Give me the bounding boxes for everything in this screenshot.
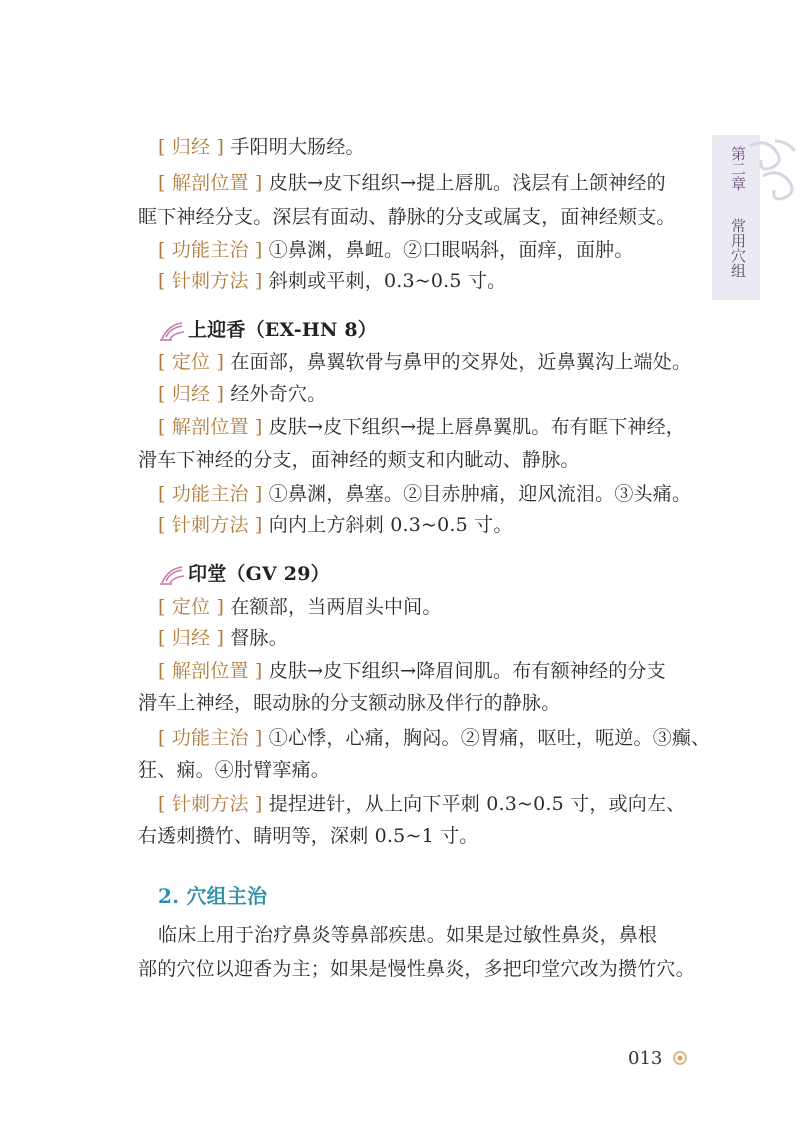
field-tag: [ 功能主治 ] [158, 239, 263, 261]
field-text: 在额部，当两眉头中间。 [224, 596, 442, 618]
circle-dot-icon [673, 1051, 687, 1065]
field-text: 提捏进针，从上向下平刺 0.3~0.5 寸，或向左、 [262, 793, 686, 815]
paragraph-line: 临床上用于治疗鼻炎等鼻部疾患。如果是过敏性鼻炎，鼻根 [158, 924, 658, 946]
text-line [158, 414, 685, 440]
field-text: ①心悸，心痛，胸闷。②胃痛，呕吐，呃逆。③癫、 [262, 727, 711, 749]
field-tag: [ 功能主治 ] [158, 727, 263, 749]
page-number: 013 [628, 1048, 663, 1069]
field-tag: [ 归经 ] [158, 136, 225, 158]
text-line [158, 237, 634, 263]
point-heading-text: 印堂（GV 29） [188, 563, 330, 585]
text-line [158, 594, 442, 620]
field-tag: [ 解剖位置 ] [158, 416, 263, 438]
field-tag: [ 功能主治 ] [158, 483, 263, 505]
field-tag: [ 针刺方法 ] [158, 514, 263, 536]
side-chapter-label: 第二章 [729, 146, 747, 191]
field-tag: [ 针刺方法 ] [158, 270, 263, 292]
text-line: 滑车上神经，眼动脉的分支额动脉及伴行的静脉。 [138, 692, 561, 714]
field-text: 斜刺或平刺，0.3~0.5 寸。 [262, 270, 507, 292]
text-line [158, 134, 365, 160]
field-tag: [ 解剖位置 ] [158, 172, 263, 194]
field-tag: [ 定位 ] [158, 351, 225, 373]
text-line: 滑车下神经的分支，面神经的颊支和内眦动、静脉。 [138, 449, 580, 471]
field-text: 手阳明大肠经。 [224, 136, 365, 158]
text-line [158, 658, 666, 684]
text-line: 眶下神经分支。深层有面动、静脉的分支或属支，面神经颊支。 [138, 206, 676, 228]
field-tag: [ 解剖位置 ] [158, 660, 263, 682]
field-text: 向内上方斜刺 0.3~0.5 寸。 [262, 514, 513, 536]
flower-icon [158, 563, 188, 585]
field-text: 皮肤→皮下组织→提上唇肌。浅层有上颌神经的 [262, 172, 666, 194]
text-line: 狂、痫。④肘臂挛痛。 [138, 759, 331, 781]
text-line [158, 268, 506, 294]
paragraph-line: 部的穴位以迎香为主；如果是慢性鼻炎，多把印堂穴改为攒竹穴。 [138, 958, 695, 980]
section-title: 2. 穴组主治 [158, 884, 268, 908]
point-heading-text: 上迎香（EX-HN 8） [188, 319, 377, 341]
text-line [158, 381, 326, 407]
field-tag: [ 归经 ] [158, 383, 225, 405]
text-line: 右透刺攒竹、睛明等，深刺 0.5~1 寸。 [138, 825, 479, 847]
text-line [158, 725, 710, 751]
text-line [158, 170, 666, 196]
field-text: 督脉。 [224, 627, 288, 649]
field-tag: [ 归经 ] [158, 627, 225, 649]
text-line [158, 349, 691, 375]
point-heading [158, 317, 377, 343]
field-text: 在面部，鼻翼软骨与鼻甲的交界处，近鼻翼沟上端处。 [224, 351, 692, 373]
swirl-ornament-icon [745, 136, 800, 206]
field-tag: [ 定位 ] [158, 596, 225, 618]
text-line [158, 791, 685, 817]
field-text: 皮肤→皮下组织→降眉间肌。布有额神经的分支 [262, 660, 666, 682]
side-chapter-name: 常用穴组 [729, 218, 747, 278]
field-text: 皮肤→皮下组织→提上唇鼻翼肌。布有眶下神经， [262, 416, 685, 438]
field-text: ①鼻渊，鼻塞。②目赤肿痛，迎风流泪。③头痛。 [262, 483, 692, 505]
text-line [158, 512, 513, 538]
text-line [158, 625, 288, 651]
text-line [158, 481, 691, 507]
field-text: 经外奇穴。 [224, 383, 327, 405]
field-text: ①鼻渊，鼻衄。②口眼㖞斜，面痒，面肿。 [262, 239, 634, 261]
field-tag: [ 针刺方法 ] [158, 793, 263, 815]
point-heading [158, 561, 330, 587]
flower-icon [158, 319, 188, 341]
